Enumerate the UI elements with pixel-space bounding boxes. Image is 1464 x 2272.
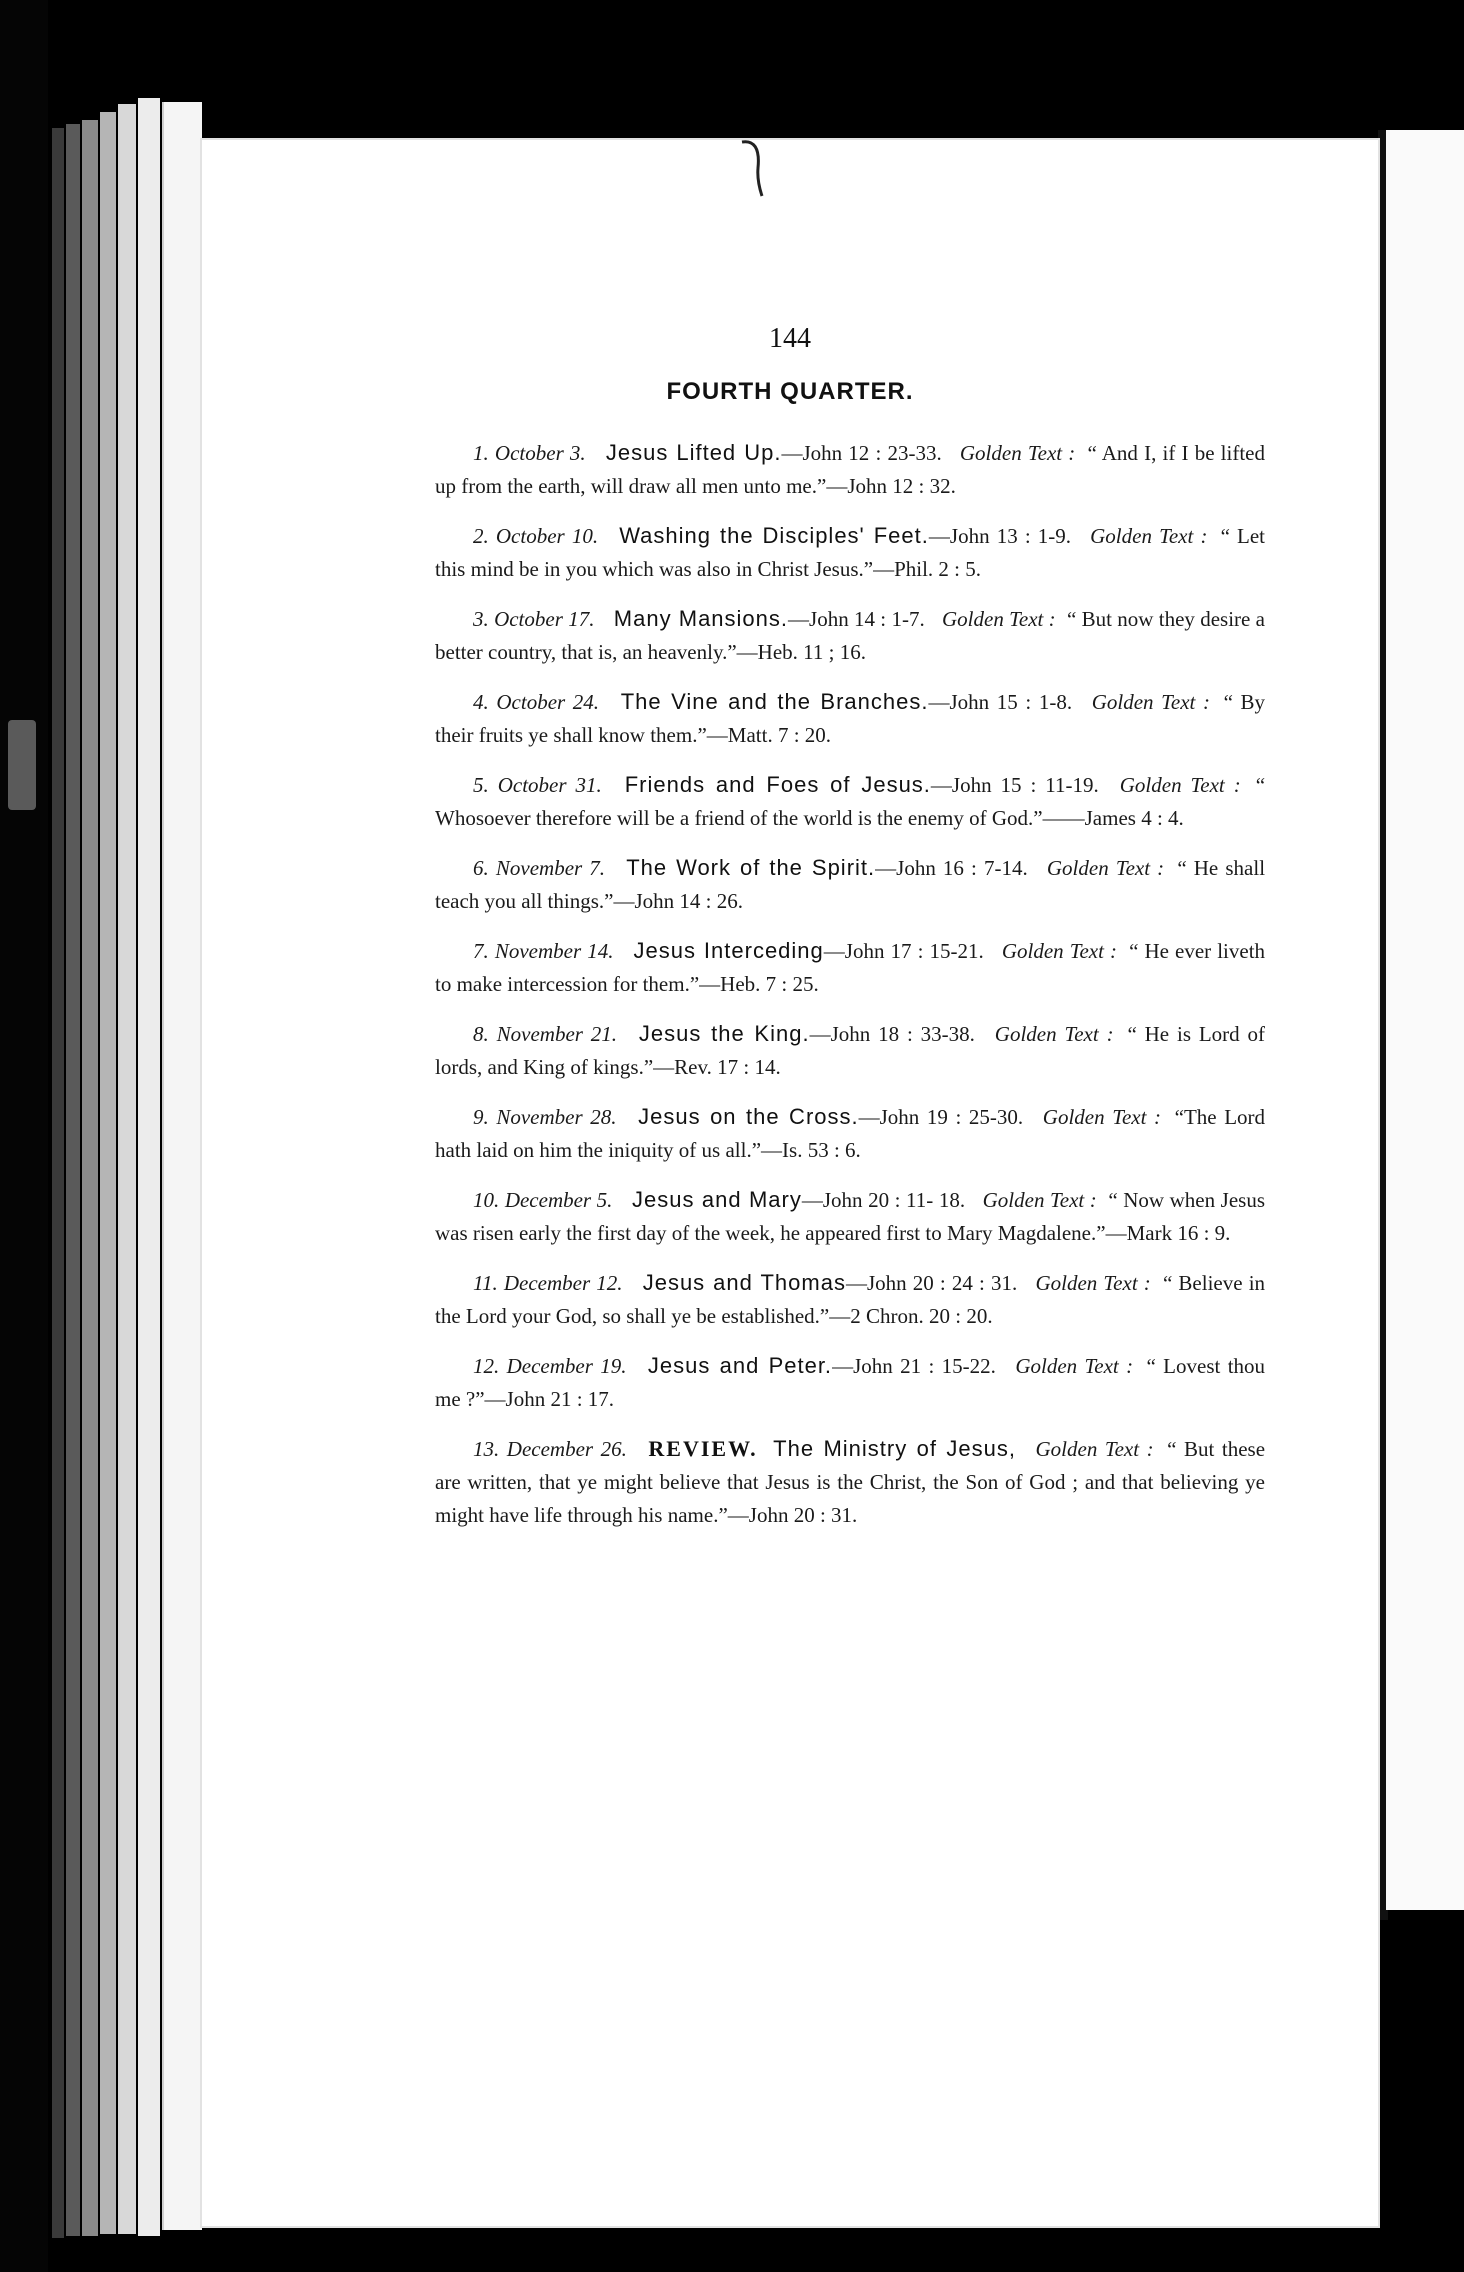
lesson-entry (435, 1100, 1265, 1167)
scripture-ref: —John 21 : 15-22. (832, 1354, 996, 1378)
golden-text-label: Golden Text : (1042, 1105, 1162, 1129)
ribbon-mark (740, 138, 764, 198)
golden-text-label: Golden Text : (1035, 1271, 1151, 1295)
lesson-entry (435, 602, 1265, 669)
golden-text-label: Golden Text : (994, 1022, 1114, 1046)
lesson-number: 7. (473, 939, 489, 963)
golden-text: “ Lovest thou me ?” (435, 1354, 1266, 1411)
page-edge (52, 128, 64, 2238)
lesson-number: 4. (473, 690, 489, 714)
lesson-title: Jesus and Thomas (642, 1270, 846, 1295)
golden-text: “The Lord hath laid on him the iniquity of us all.” (435, 1105, 1266, 1162)
lesson-title: REVIEW. (648, 1436, 758, 1461)
golden-text-label: Golden Text : (1090, 524, 1208, 548)
lesson-number: 6. (473, 856, 489, 880)
lesson-title: The Vine and the Branches. (620, 689, 929, 714)
golden-text-label: Golden Text : (1119, 773, 1241, 797)
page-edge (100, 112, 116, 2234)
golden-text-cite: —Mark 16 : 9. (1105, 1221, 1231, 1245)
page-edge (162, 102, 202, 2230)
golden-text: “ Let this mind be in you which was also in Christ Jesus.” (435, 524, 1265, 581)
lesson-number: 8. (473, 1022, 489, 1046)
lesson-number: 9. (473, 1105, 489, 1129)
lesson-date: December 19. (506, 1354, 627, 1378)
lesson-title: Jesus the King. (638, 1021, 810, 1046)
lesson-number: 13. (473, 1437, 500, 1461)
lesson-title: The Work of the Spirit. (626, 855, 876, 880)
golden-text-cite: ——James 4 : 4. (1042, 806, 1184, 830)
page-number: 144 (769, 323, 811, 354)
golden-text-cite: —Heb. 7 : 25. (699, 972, 819, 996)
lesson-title: Jesus on the Cross. (638, 1104, 859, 1129)
golden-text: “ He shall teach you all things.” (435, 856, 1266, 913)
golden-text-label: Golden Text : (1035, 1437, 1154, 1461)
lesson-title: Jesus and Peter. (647, 1353, 833, 1378)
facing-page (1386, 130, 1464, 1910)
lesson-date: October 17. (494, 607, 595, 631)
lesson-entry (435, 1432, 1265, 1532)
lesson-entry (435, 851, 1265, 918)
lesson-title: Many Mansions. (613, 606, 789, 631)
lesson-date: November 7. (495, 856, 606, 880)
lesson-title: Friends and Foes of Jesus. (624, 772, 931, 797)
golden-text-label: Golden Text : (982, 1188, 1097, 1212)
lesson-date: December 12. (503, 1271, 623, 1295)
scripture-ref: —John 20 : 11- 18. (801, 1188, 966, 1212)
lesson-date: November 14. (494, 939, 614, 963)
lesson-entry (435, 519, 1265, 586)
lesson-entry (435, 1183, 1265, 1250)
scripture-ref: —John 13 : 1-9. (928, 524, 1072, 548)
golden-text: “ By their fruits ye shall know them.” (435, 690, 1266, 747)
golden-text-label: Golden Text : (959, 441, 1076, 465)
scripture-ref: —John 18 : 33-38. (809, 1022, 975, 1046)
golden-text-label: Golden Text : (1046, 856, 1165, 880)
lesson-entry (435, 685, 1265, 752)
lesson-number: 12. (473, 1354, 500, 1378)
lesson-date: November 21. (496, 1022, 618, 1046)
lesson-date: December 5. (504, 1188, 613, 1212)
scripture-ref: —John 12 : 23-33. (781, 441, 942, 465)
golden-text: “ Now when Jesus was risen early the first day of the week, he appeared first to Mary Magdalene.” (435, 1188, 1266, 1245)
golden-text-cite: —Rev. 17 : 14. (653, 1055, 781, 1079)
lesson-title: Jesus and Mary (631, 1187, 802, 1212)
lesson-entry (435, 768, 1265, 835)
scripture-ref: —John 14 : 1-7. (788, 607, 925, 631)
golden-text-cite: —John 20 : 31. (727, 1503, 858, 1527)
lesson-number: 5. (473, 773, 489, 797)
scripture-ref: —John 17 : 15-21. (823, 939, 984, 963)
lesson-date: November 28. (496, 1105, 617, 1129)
lesson-date: October 31. (497, 773, 602, 797)
lesson-number: 11. (473, 1271, 498, 1295)
lesson-number: 10. (473, 1188, 500, 1212)
lesson-entry (435, 934, 1265, 1001)
scripture-ref: —John 15 : 11-19. (930, 773, 1099, 797)
lesson-entry (435, 1266, 1265, 1333)
lesson-number: 2. (473, 524, 489, 548)
lesson-number: 3. (473, 607, 489, 631)
lesson-entry (435, 1349, 1265, 1416)
lesson-date: December 26. (506, 1437, 627, 1461)
golden-text: “ He ever liveth to make intercession for them.” (435, 939, 1266, 996)
scripture-ref: —John 16 : 7-14. (875, 856, 1028, 880)
section-heading: FOURTH QUARTER. (666, 378, 914, 405)
page-edge (82, 120, 98, 2236)
lesson-date: October 3. (494, 441, 586, 465)
golden-text: “ Whosoever therefore will be a friend of the world is the enemy of God.” (435, 773, 1266, 830)
lesson-title: Jesus Interceding (633, 938, 824, 963)
golden-text: “ And I, if I be lifted up from the earth, will draw all men unto me.” (435, 441, 1265, 498)
golden-text: “ Believe in the Lord your God, so shall ye be established.” (435, 1271, 1266, 1328)
golden-text: “ But these are written, that ye might believe that Jesus is the Christ, the Son of God ; and that believing ye might have life through his name.” (435, 1437, 1266, 1527)
binding-clip (8, 720, 36, 810)
golden-text: “ He is Lord of lords, and King of kings.” (435, 1022, 1266, 1079)
lesson-number: 1. (473, 441, 489, 465)
scripture-ref: —John 15 : 1-8. (928, 690, 1073, 714)
page-edge (66, 124, 80, 2236)
golden-text-cite: —Phil. 2 : 5. (873, 557, 981, 581)
lesson-date: October 24. (496, 690, 600, 714)
golden-text-label: Golden Text : (1001, 939, 1117, 963)
golden-text-label: Golden Text : (1015, 1354, 1134, 1378)
book-spine (0, 0, 48, 2272)
golden-text-cite: —John 12 : 32. (826, 474, 956, 498)
golden-text-cite: —Is. 53 : 6. (761, 1138, 861, 1162)
golden-text-cite: —Heb. 11 ; 16. (736, 640, 866, 664)
lesson-title: Washing the Disciples' Feet. (619, 523, 929, 548)
golden-text: “ But now they desire a better country, that is, an heavenly.” (435, 607, 1266, 664)
scripture-ref: —John 20 : 24 : 31. (845, 1271, 1018, 1295)
golden-text-label: Golden Text : (1091, 690, 1210, 714)
golden-text-cite: —John 21 : 17. (484, 1387, 615, 1411)
book-page (200, 138, 1380, 2228)
golden-text-cite: —John 14 : 26. (613, 889, 743, 913)
golden-text-label: Golden Text : (942, 607, 1056, 631)
lesson-list (435, 436, 1265, 1548)
lesson-subtitle: The Ministry of Jesus, (773, 1436, 1016, 1461)
page-edge (118, 104, 136, 2234)
golden-text-cite: —2 Chron. 20 : 20. (829, 1304, 993, 1328)
lesson-date: October 10. (495, 524, 599, 548)
lesson-entry (435, 1017, 1265, 1084)
lesson-title: Jesus Lifted Up. (605, 440, 782, 465)
golden-text-cite: —Matt. 7 : 20. (706, 723, 832, 747)
page-edge (138, 98, 160, 2236)
scripture-ref: —John 19 : 25-30. (858, 1105, 1024, 1129)
lesson-entry (435, 436, 1265, 503)
